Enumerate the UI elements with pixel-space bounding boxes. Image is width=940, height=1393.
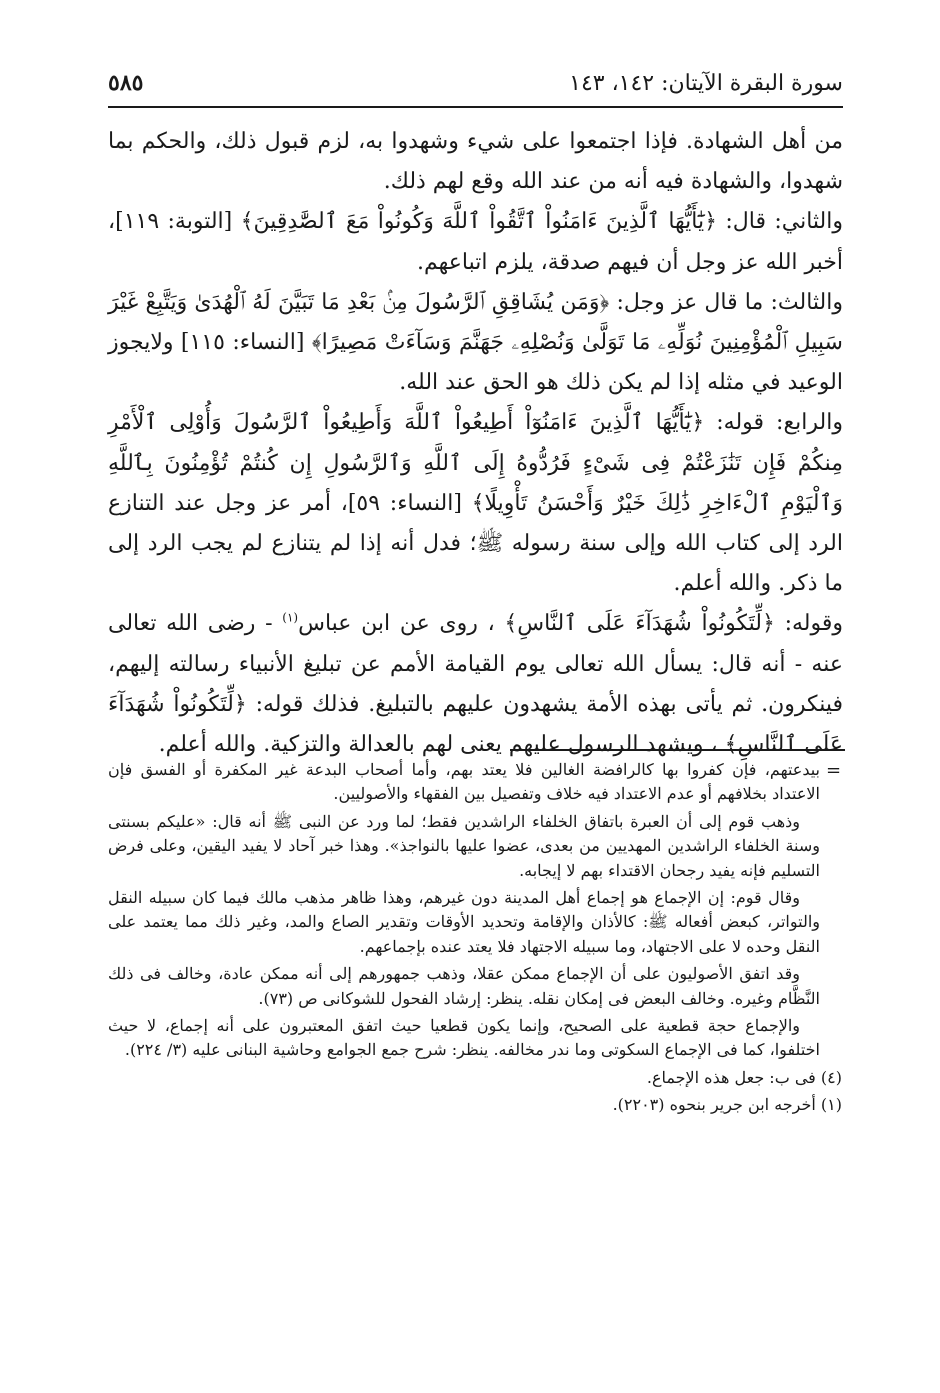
footnote-continued: بيدعتهم، فإن كفروا بها كالرافضة الغالين فلا يعتد بهم، وأما أصحاب البدعة غير المكفرة أو الفسق فإن الاعتداد بخلافهم أو عدم الاعتداد فيه خلاف وتفصيل بين الفقهاء والأصوليين. <box>108 760 820 804</box>
footnote-continued: وقد اتفق الأصوليون على أن الإجماع ممكن عقلا، وذهب جمهورهم إلى أنه ممكن عادة، وخالف فى ذلك النَّظَّام وغيره. وخالف البعض فى إمكان نقله. ينظر: إرشاد الفحول للشوكانى ص (٧٣). <box>108 964 820 1008</box>
paragraph-tafsir-start: وقوله: ﴿لِّتَكُونُواْ شُهَدَآءَ عَلَى ٱلنَّاسِ﴾ ، روى عن ابن عباس <box>298 611 843 637</box>
paragraph-second: والثاني: قال: ﴿يَٰٓأَيُّهَا ٱلَّذِينَ ءَامَنُواْ ٱتَّقُواْ ٱللَّهَ وَكُونُواْ مَعَ ٱلصَّٰدِقِينَ﴾ [التوبة: ١١٩]، أخبر الله عز وجل أن فيهم صدقة، يلزم اتباعهم. <box>108 209 843 275</box>
footnote-separator <box>510 749 845 751</box>
continuation-marker: = <box>826 760 842 781</box>
footnote-continued: والإجماع حجة قطعية على الصحيح، وإنما يكون قطعيا حيث اتفق المعتبرون على أنه إجماع، لا حيث اختلفوا، كما فى الإجماع السكوتى وما ندر مخالفه. ينظر: شرح جمع الجوامع وحاشية البنانى عليه (٣/ ٢٢٤). <box>108 1016 820 1060</box>
paragraph-intro: من أهل الشهادة. فإذا اجتمعوا على شيء وشهدوا به، لزم قبول ذلك، والحكم بما شهدوا، والشهادة فيه أنه من عند الله وقع لهم ذلك. <box>108 129 843 195</box>
paragraph-fourth: والرابع: قوله: ﴿يَٰٓأَيُّهَا ٱلَّذِينَ ءَامَنُوٓاْ أَطِيعُواْ ٱللَّهَ وَأَطِيعُواْ ٱلرَّسُولَ وَأُوْلِى ٱلْأَمْرِ مِنكُمْ فَإِن تَنَٰزَعْتُمْ فِى شَىْءٍ فَرُدُّوهُ إِلَى ٱللَّهِ وَٱلرَّسُولِ إِن كُنتُمْ تُؤْمِنُونَ بِٱللَّهِ وَٱلْيَوْمِ ٱلْءَاخِرِ ذَٰلِكَ خَيْرٌ وَأَحْسَنُ تَأْوِيلًا﴾ [النساء: ٥٩]، أمر عز وجل عند التنازع الرد إلى كتاب الله وإلى سنة رسوله ﷺ؛ فدل أنه إذا لم يتنازع لم يجب الرد إلى ما ذكر. والله أعلم. <box>108 410 843 597</box>
footnote-ref[interactable]: (١) <box>282 611 299 626</box>
footnote-continued: وذهب قوم إلى أن العبرة باتفاق الخلفاء الراشدين فقط؛ لما ورد عن النبى ﷺ أنه قال: «عليكم بسنتى وسنة الخلفاء الراشدين المهديين من بعدى، عضوا عليها بالنواجذ». وهذا خبر آحاد لا يفيد اليقين، وعلى فرض التسليم فإنه يفيد رجحان الاقتداء بهم لا إيجابه. <box>108 811 820 880</box>
main-text <box>108 122 843 765</box>
paragraph-third: والثالث: ما قال عز وجل: ﴿وَمَن يُشَاقِقِ ٱلرَّسُولَ مِنۢ بَعْدِ مَا تَبَيَّنَ لَهُ ٱلْهُدَىٰ وَيَتَّبِعْ غَيْرَ سَبِيلِ ٱلْمُؤْمِنِينَ نُوَلِّهِۦ مَا تَوَلَّىٰ وَنُصْلِهِۦ جَهَنَّمَ وَسَآءَتْ مَصِيرًا﴾ [النساء: ١١٥] ولايجوز الوعيد في مثله إذا لم يكن ذلك هو الحق عند الله. <box>108 289 843 396</box>
footnotes <box>108 758 842 1121</box>
chapter-title: سورة البقرة الآيتان: ١٤٢، ١٤٣ <box>569 70 843 96</box>
paragraph-tafsir <box>108 604 843 765</box>
paragraph-tafsir-rest: - رضى الله تعالى عنه - أنه قال: يسأل الله تعالى يوم القيامة الأمم عن تبليغ الأنبياء رسالته إليهم، فينكرون. ثم يأتى بهذه الأمة يشهدون عليهم بالتبليغ. فذلك قوله: ﴿لِّتَكُونُواْ شُهَدَآءَ عَلَى ٱلنَّاسِ﴾ ، ويشهد الرسول عليهم يعنى لهم بالعدالة والتزكية. والله أعلم. <box>108 611 843 758</box>
page-number: ٥٨٥ <box>108 70 144 96</box>
running-header <box>108 60 843 108</box>
footnote-continued: وقال قوم: إن الإجماع هو إجماع أهل المدينة دون غيرهم، وهذا ظاهر مذهب مالك فيما كان سبيله النقل والتواتر، كبعض أفعاله ﷺ: كالأذان والإقامة وتحديد الأوقات وتقدير الصاع والمد، وغير ذلك مما يعتمد على النقل وحده لا على الاجتهاد، وما سبيله الاجتهاد فلا يعتد عنده بإجماعهم. <box>108 888 820 956</box>
footnote-1: (١) أخرجه ابن جرير بنحوه (٢٢٠٣). <box>612 1095 842 1115</box>
footnote-4: (٤) فى ب: جعل هذه الإجماع. <box>646 1067 842 1087</box>
